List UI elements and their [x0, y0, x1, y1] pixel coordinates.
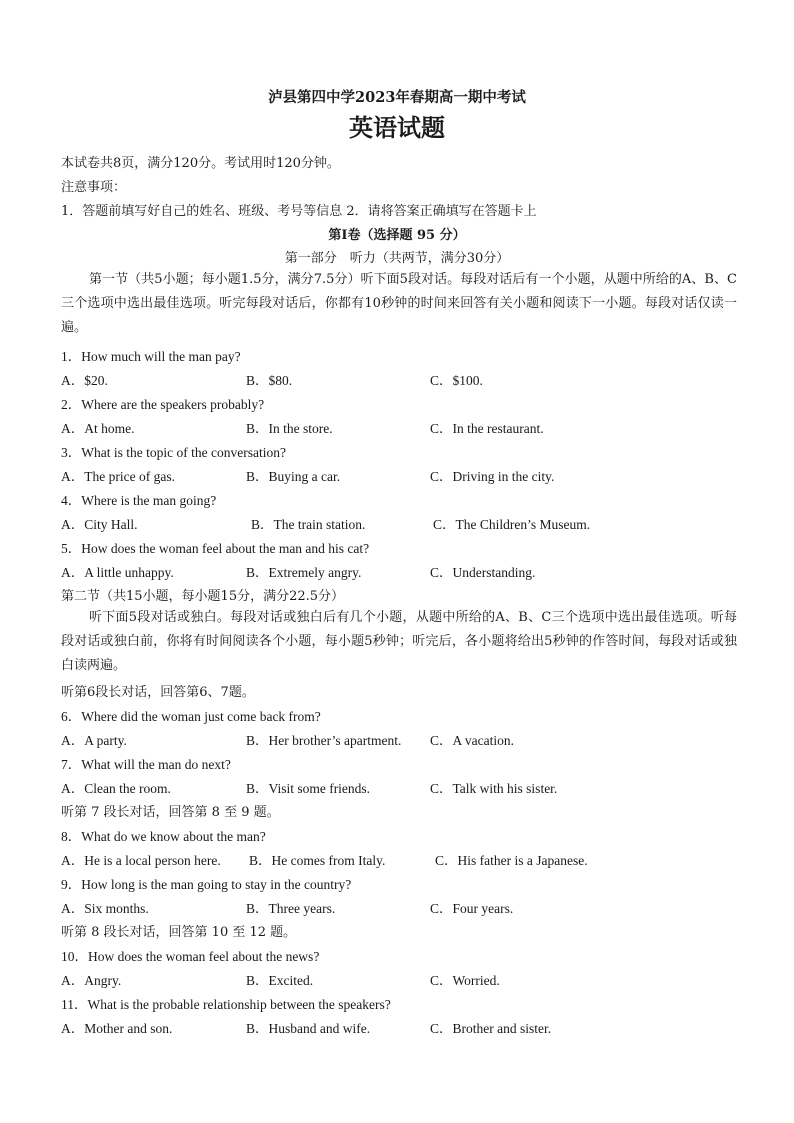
option-10c: C．Worried. — [430, 973, 500, 988]
question-5: 5．How does the woman feel about the man and his cat? — [61, 541, 370, 556]
option-9a: A．Six months. — [61, 901, 149, 916]
option-4b: B．The train station. — [251, 517, 366, 532]
question-6: 6．Where did the woman just come back from? — [61, 709, 321, 724]
subject-title: 英语试题 — [349, 113, 445, 142]
option-9b: B．Three years. — [246, 901, 336, 916]
option-8c: C．His father is a Japanese. — [435, 853, 588, 868]
option-2b: B．In the store. — [246, 421, 333, 436]
option-6a: A．A party. — [61, 733, 127, 748]
option-2a: A．At home. — [61, 421, 135, 436]
option-5c: C．Understanding. — [430, 565, 536, 580]
option-1b: B．$80. — [246, 373, 293, 388]
volume-title: 第I卷（选择题 95 分） — [328, 228, 466, 243]
option-7c: C．Talk with his sister. — [430, 781, 558, 796]
option-9c: C．Four years. — [430, 901, 514, 916]
option-2c: C．In the restaurant. — [430, 421, 544, 436]
question-8: 8．What do we know about the man? — [61, 829, 266, 844]
intro-line-3: 1．答题前填写好自己的姓名、班级、考号等信息 2．请将答案正确填写在答题卡上 — [61, 204, 537, 219]
option-10b: B．Excited. — [246, 973, 314, 988]
question-9: 9．How long is the man going to stay in the country? — [61, 877, 352, 892]
question-7: 7．What will the man do next? — [61, 757, 231, 772]
option-5a: A．A little unhappy. — [61, 565, 174, 580]
school-title: 泸县第四中学2023年春期高一期中考试 — [268, 89, 526, 106]
option-6c: C．A vacation. — [430, 733, 514, 748]
option-7b: B．Visit some friends. — [246, 781, 371, 796]
intro-line-1: 本试卷共8页，满分120分。考试用时120分钟。 — [61, 156, 340, 171]
group-note-6: 听第6段长对话，回答第6、7题。 — [61, 685, 255, 700]
part1-title: 第一部分 听力（共两节，满分30分） — [284, 251, 510, 266]
question-3: 3．What is the topic of the conversation? — [61, 445, 286, 460]
option-6b: B．Her brother’s apartment. — [246, 733, 402, 748]
section2-instructions: 听下面5段对话或独白。每段对话或独白后有几个小题，从题中所给的A、B、C三个选项中选出最佳选项。听每段对话或独白前，你将有时间阅读各个小题，每小题5秒钟；听完后，各小题将给出5秒钟的作答时间，每段对话或独白读两遍。 — [61, 610, 737, 673]
option-3a: A．The price of gas. — [61, 469, 175, 484]
option-11b: B．Husband and wife. — [246, 1021, 371, 1036]
option-11a: A．Mother and son. — [61, 1021, 173, 1036]
question-1: 1．How much will the man pay? — [61, 349, 241, 364]
option-1c: C．$100. — [430, 373, 483, 388]
question-4: 4．Where is the man going? — [61, 493, 217, 508]
question-11: 11．What is the probable relationship between the speakers? — [61, 997, 391, 1012]
option-7a: A．Clean the room. — [61, 781, 171, 796]
option-4c: C．The Children’s Museum. — [433, 517, 591, 532]
option-5b: B．Extremely angry. — [246, 565, 362, 580]
intro-line-2: 注意事项： — [61, 180, 127, 195]
option-8b: B．He comes from Italy. — [249, 853, 386, 868]
option-3c: C．Driving in the city. — [430, 469, 555, 484]
question-10: 10．How does the woman feel about the news? — [61, 949, 320, 964]
option-8a: A．He is a local person here. — [61, 853, 221, 868]
option-11c: C．Brother and sister. — [430, 1021, 552, 1036]
question-2: 2．Where are the speakers probably? — [61, 397, 265, 412]
option-3b: B．Buying a car. — [246, 469, 341, 484]
group-note-7: 听第 7 段长对话，回答第 8 至 9 题。 — [61, 805, 280, 820]
group-note-8: 听第 8 段长对话，回答第 10 至 12 题。 — [61, 925, 297, 940]
option-1a: A．$20. — [61, 373, 108, 388]
option-4a: A．City Hall. — [61, 517, 138, 532]
option-10a: A．Angry. — [61, 973, 122, 988]
section2-title: 第二节（共15小题，每小题15分，满分22.5分） — [61, 589, 345, 604]
section1-instructions: 第一节（共5小题；每小题1.5分，满分7.5分）听下面5段对话。每段对话后有一个小题，从题中所给的A、B、C三个选项中选出最佳选项。听完每段对话后，你都有10秒钟的时间来回答有关小题和阅读下一小题。每段对话仅读一遍。 — [61, 272, 737, 335]
